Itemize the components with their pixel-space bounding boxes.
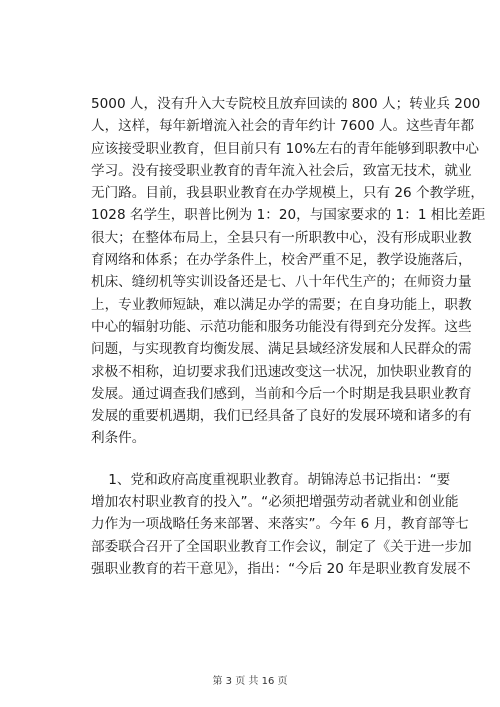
text-line: 力作为一项战略任务来部署、来落实”。今年 6 月，教育部等七 (91, 516, 469, 533)
text-line: 增加农村职业教育的投入”。“必须把增强劳动者就业和创业能 (91, 494, 459, 511)
text-line: 人，这样，每年新增流入社会的青年约计 7600 人。这些青年都 (91, 118, 475, 135)
text-line: 问题，与实现教育均衡发展、满足县域经济发展和人民群众的需 (91, 341, 472, 358)
paragraph-gap (91, 450, 411, 469)
text-line: 部委联合召开了全国职业教育工作会议，制定了《关于进一步加 (91, 538, 472, 555)
text-line: 学习。没有接受职业教育的青年流入社会后，致富无技术，就业 (91, 162, 472, 179)
text-line: 育网络和体系；在办学条件上，校舍严重不足，教学设施落后， (91, 252, 472, 269)
body-text (91, 93, 486, 580)
text-line: 求极不相称，迫切要求我们迅速改变这一状况，加快职业教育的 (91, 363, 472, 380)
text-line: 机床、缝纫机等实训设备还是七、八十年代生产的；在师资力量 (91, 274, 472, 291)
text-line: 1028 名学生，职普比例为 1：20，与国家要求的 1：1 相比差距 (91, 207, 486, 224)
text-line: 1、党和政府高度重视职业教育。胡锦涛总书记指出：“要 (91, 471, 451, 488)
text-line: 发展。通过调查我们感到，当前和今后一个时期是我县职业教育 (91, 385, 472, 402)
text-line: 很大；在整体布局上，全县只有一所职教中心，没有形成职业教 (91, 229, 472, 246)
text-line: 上，专业教师短缺，难以满足办学的需要；在自身功能上，职教 (91, 296, 472, 313)
text-line: 利条件。 (91, 430, 146, 447)
text-line: 发展的重要机遇期，我们已经具备了良好的发展环境和诸多的有 (91, 408, 472, 425)
text-line: 强职业教育的若干意见》，指出：“今后 20 年是职业教育发展不 (91, 560, 471, 577)
paragraph-1 (91, 93, 486, 450)
text-line: 应该接受职业教育，但目前只有 10%左右的青年能够到职教中心 (91, 140, 479, 157)
paragraph-2 (91, 469, 472, 580)
text-line: 中心的辐射功能、示范功能和服务功能没有得到充分发挥。这些 (91, 318, 472, 335)
text-line: 无门路。目前，我县职业教育在办学规模上，只有 26 个教学班， (91, 185, 484, 202)
text-line: 5000 人，没有升入大专院校且放弃回读的 800 人；转业兵 200 (91, 96, 481, 112)
page-footer: 第 3 页 共 16 页 (212, 676, 288, 687)
